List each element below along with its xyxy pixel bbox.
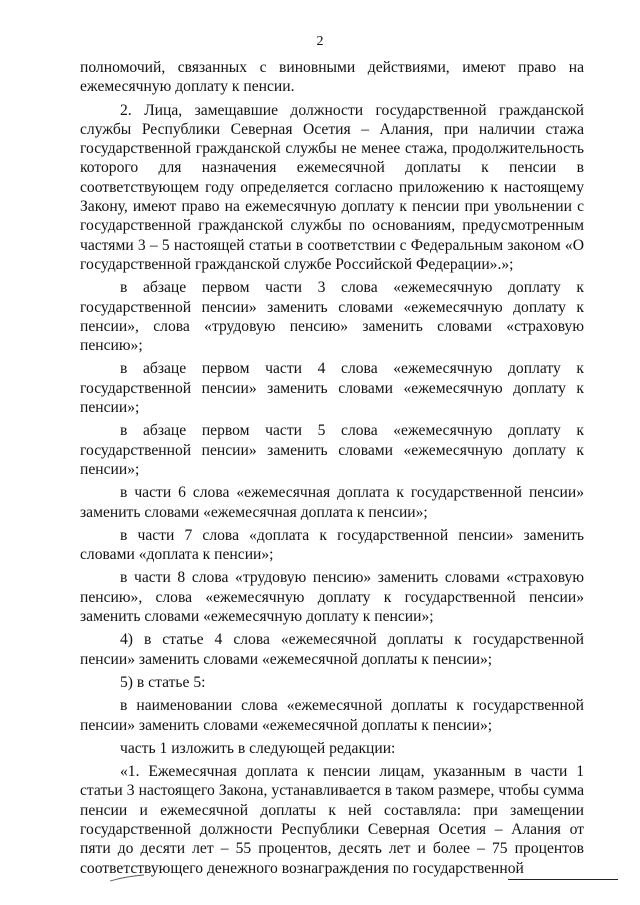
paragraph-part-3-amendment: в абзаце первом части 3 слова «ежемесячную доплату к государственной пенсии» заменить словами «ежемесячную доплату к пенсии», слова «трудовую пенсию» заменить словами «страховую пенсию»;	[80, 279, 584, 355]
paragraph-part-2: 2. Лица, замещавшие должности государственной гражданской службы Республики Северная Осетия – Алания, при наличии стажа государственной гражданской службы не менее стажа, продолжительность которого для назначения ежемесячной доплаты к пенсии в соответствующем году определяется согласно приложению к настоящему Закону, имеют право на ежемесячную доплату к пенсии при увольнении с государственной гражданской службы по основаниям, предусмотренным частями 3 – 5 настоящей статьи в соответствии с Федеральным законом «О государственной гражданской службе Российской Федерации».»;	[80, 101, 584, 273]
paragraph-continuation: полномочий, связанных с виновными действиями, имеют право на ежемесячную доплату к пенсии.	[80, 59, 584, 96]
paragraph-quoted-part-1: «1. Ежемесячная доплата к пенсии лицам, указанным в части 1 статьи 3 настоящего Закона, устанавливается в таком размере, чтобы сумма пенсии и ежемесячной доплаты к ней составляла: при замещении государственной должности Республики Северная Осетия – Алания от пяти до десяти лет – 55 процентов, десять лет и более – 75 процентов соответствующего денежного вознаграждения по государственной	[80, 763, 584, 877]
paragraph-part-8-amendment: в части 8 слова «трудовую пенсию» заменить словами «страховую пенсию», слова «ежемесячную доплату к государственной пенсии» заменить словами «ежемесячную доплату к пенсии»;	[80, 569, 584, 626]
paragraph-part-1-new-edition: часть 1 изложить в следующей редакции:	[120, 739, 396, 757]
document-body	[80, 58, 584, 878]
paragraph-part-5-amendment: в абзаце первом части 5 слова «ежемесячную доплату к государственной пенсии» заменить словами «ежемесячную доплату к пенсии»;	[80, 422, 584, 478]
paragraph-part-6-amendment: в части 6 слова «ежемесячная доплата к государственной пенсии» заменить словами «ежемесячная доплата к пенсии»;	[80, 484, 584, 521]
paragraph-part-7-amendment: в части 7 слова «доплата к государственной пенсии» заменить словами «доплата к пенсии»;	[80, 526, 584, 564]
footer-rule	[508, 879, 618, 880]
paragraph-article-4-amendment: 4) в статье 4 слова «ежемесячной доплаты к государственной пенсии» заменить словами «ежемесячной доплаты к пенсии»;	[80, 631, 584, 668]
pen-mark	[108, 873, 148, 883]
paragraph-article-5-title-amendment: в наименовании слова «ежемесячной доплаты к государственной пенсии» заменить словами «ежемесячной доплаты к пенсии»;	[80, 697, 584, 734]
paragraph-article-5-heading: 5) в статье 5:	[120, 673, 206, 691]
paragraph-part-4-amendment: в абзаце первом части 4 слова «ежемесячную доплату к государственной пенсии» заменить словами «ежемесячную доплату к пенсии»;	[80, 360, 584, 417]
page-number: 2	[316, 34, 324, 49]
